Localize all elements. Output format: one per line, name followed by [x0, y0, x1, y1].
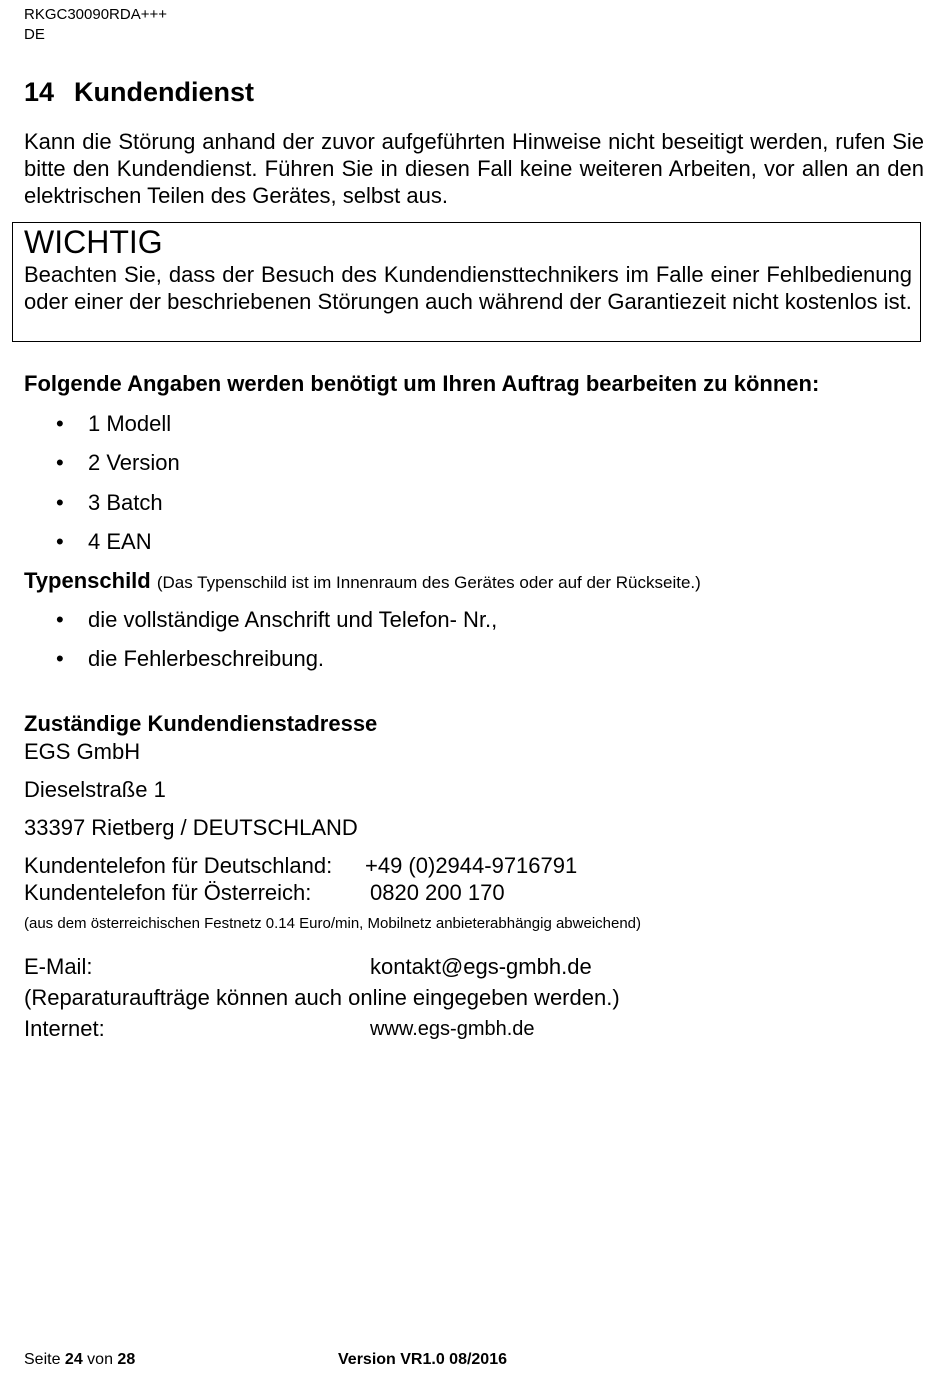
- list-item: • 4 EAN: [56, 529, 152, 554]
- list-item: • 2 Version: [56, 450, 180, 475]
- phone-at-label: Kundentelefon für Österreich:: [24, 880, 312, 905]
- internet-link[interactable]: www.egs-gmbh.de: [370, 1018, 535, 1040]
- typeplate-label: Typenschild: [24, 568, 151, 593]
- typeplate-line: [24, 567, 701, 596]
- section-heading: [24, 76, 254, 108]
- page-indicator: Seite 24 von 28: [24, 1351, 136, 1368]
- email-link[interactable]: kontakt@egs-gmbh.de: [370, 954, 592, 979]
- bullet-icon: •: [56, 646, 64, 671]
- list-item: • 3 Batch: [56, 490, 163, 515]
- address-heading: Zuständige Kundendienstadresse: [24, 711, 378, 736]
- page-total: 28: [117, 1351, 136, 1368]
- bullet-icon: •: [56, 450, 64, 475]
- phone-at: 0820 200 170: [370, 880, 505, 905]
- language-code: DE: [24, 26, 45, 43]
- page-number: 24: [64, 1351, 83, 1368]
- notice-text: Beachten Sie, dass der Besuch des Kundendiensttechnikers im Falle einer Fehlbedienung oder einer der beschriebenen Störungen auch während der Garantiezeit nicht kostenlos ist.: [24, 262, 912, 314]
- phone-de: +49 (0)2944-9716791: [365, 853, 578, 878]
- online-note: (Reparaturaufträge können auch online eingegeben werden.): [24, 985, 620, 1010]
- notice-title: WICHTIG: [24, 224, 163, 260]
- internet-label: Internet:: [24, 1016, 105, 1041]
- section-title: Kundendienst: [74, 77, 254, 107]
- requirements-heading: Folgende Angaben werden benötigt um Ihren Auftrag bearbeiten zu können:: [24, 371, 820, 396]
- email-label: E-Mail:: [24, 954, 93, 979]
- city: 33397 Rietberg / DEUTSCHLAND: [24, 815, 358, 840]
- phone-de-label: Kundentelefon für Deutschland:: [24, 853, 333, 878]
- bullet-icon: •: [56, 529, 64, 554]
- company-name: EGS GmbH: [24, 739, 141, 764]
- list-item: • die Fehlerbeschreibung.: [56, 646, 325, 671]
- list-item: • die vollständige Anschrift und Telefon- Nr.,: [56, 607, 498, 632]
- list-item: • 1 Modell: [56, 411, 172, 436]
- street: Dieselstraße 1: [24, 777, 166, 802]
- bullet-icon: •: [56, 607, 64, 632]
- bullet-icon: •: [56, 411, 64, 436]
- bullet-icon: •: [56, 490, 64, 515]
- typeplate-note: (Das Typenschild ist im Innenraum des Gerätes oder auf der Rückseite.): [156, 573, 701, 592]
- intro-paragraph: Kann die Störung anhand der zuvor aufgeführten Hinweise nicht beseitigt werden, rufen Sie bitte den Kundendienst. Führen Sie in diesen Fall keine weiteren Arbeiten, vor allen an den elektrischen Teilen des Gerätes, selbst aus.: [24, 129, 924, 208]
- phone-note: (aus dem österreichischen Festnetz 0.14 Euro/min, Mobilnetz anbieterabhängig abweichend): [24, 915, 642, 932]
- version-info: Version VR1.0 08/2016: [338, 1351, 507, 1368]
- section-number: 14: [24, 77, 55, 107]
- model-code: RKGC30090RDA+++: [24, 6, 167, 23]
